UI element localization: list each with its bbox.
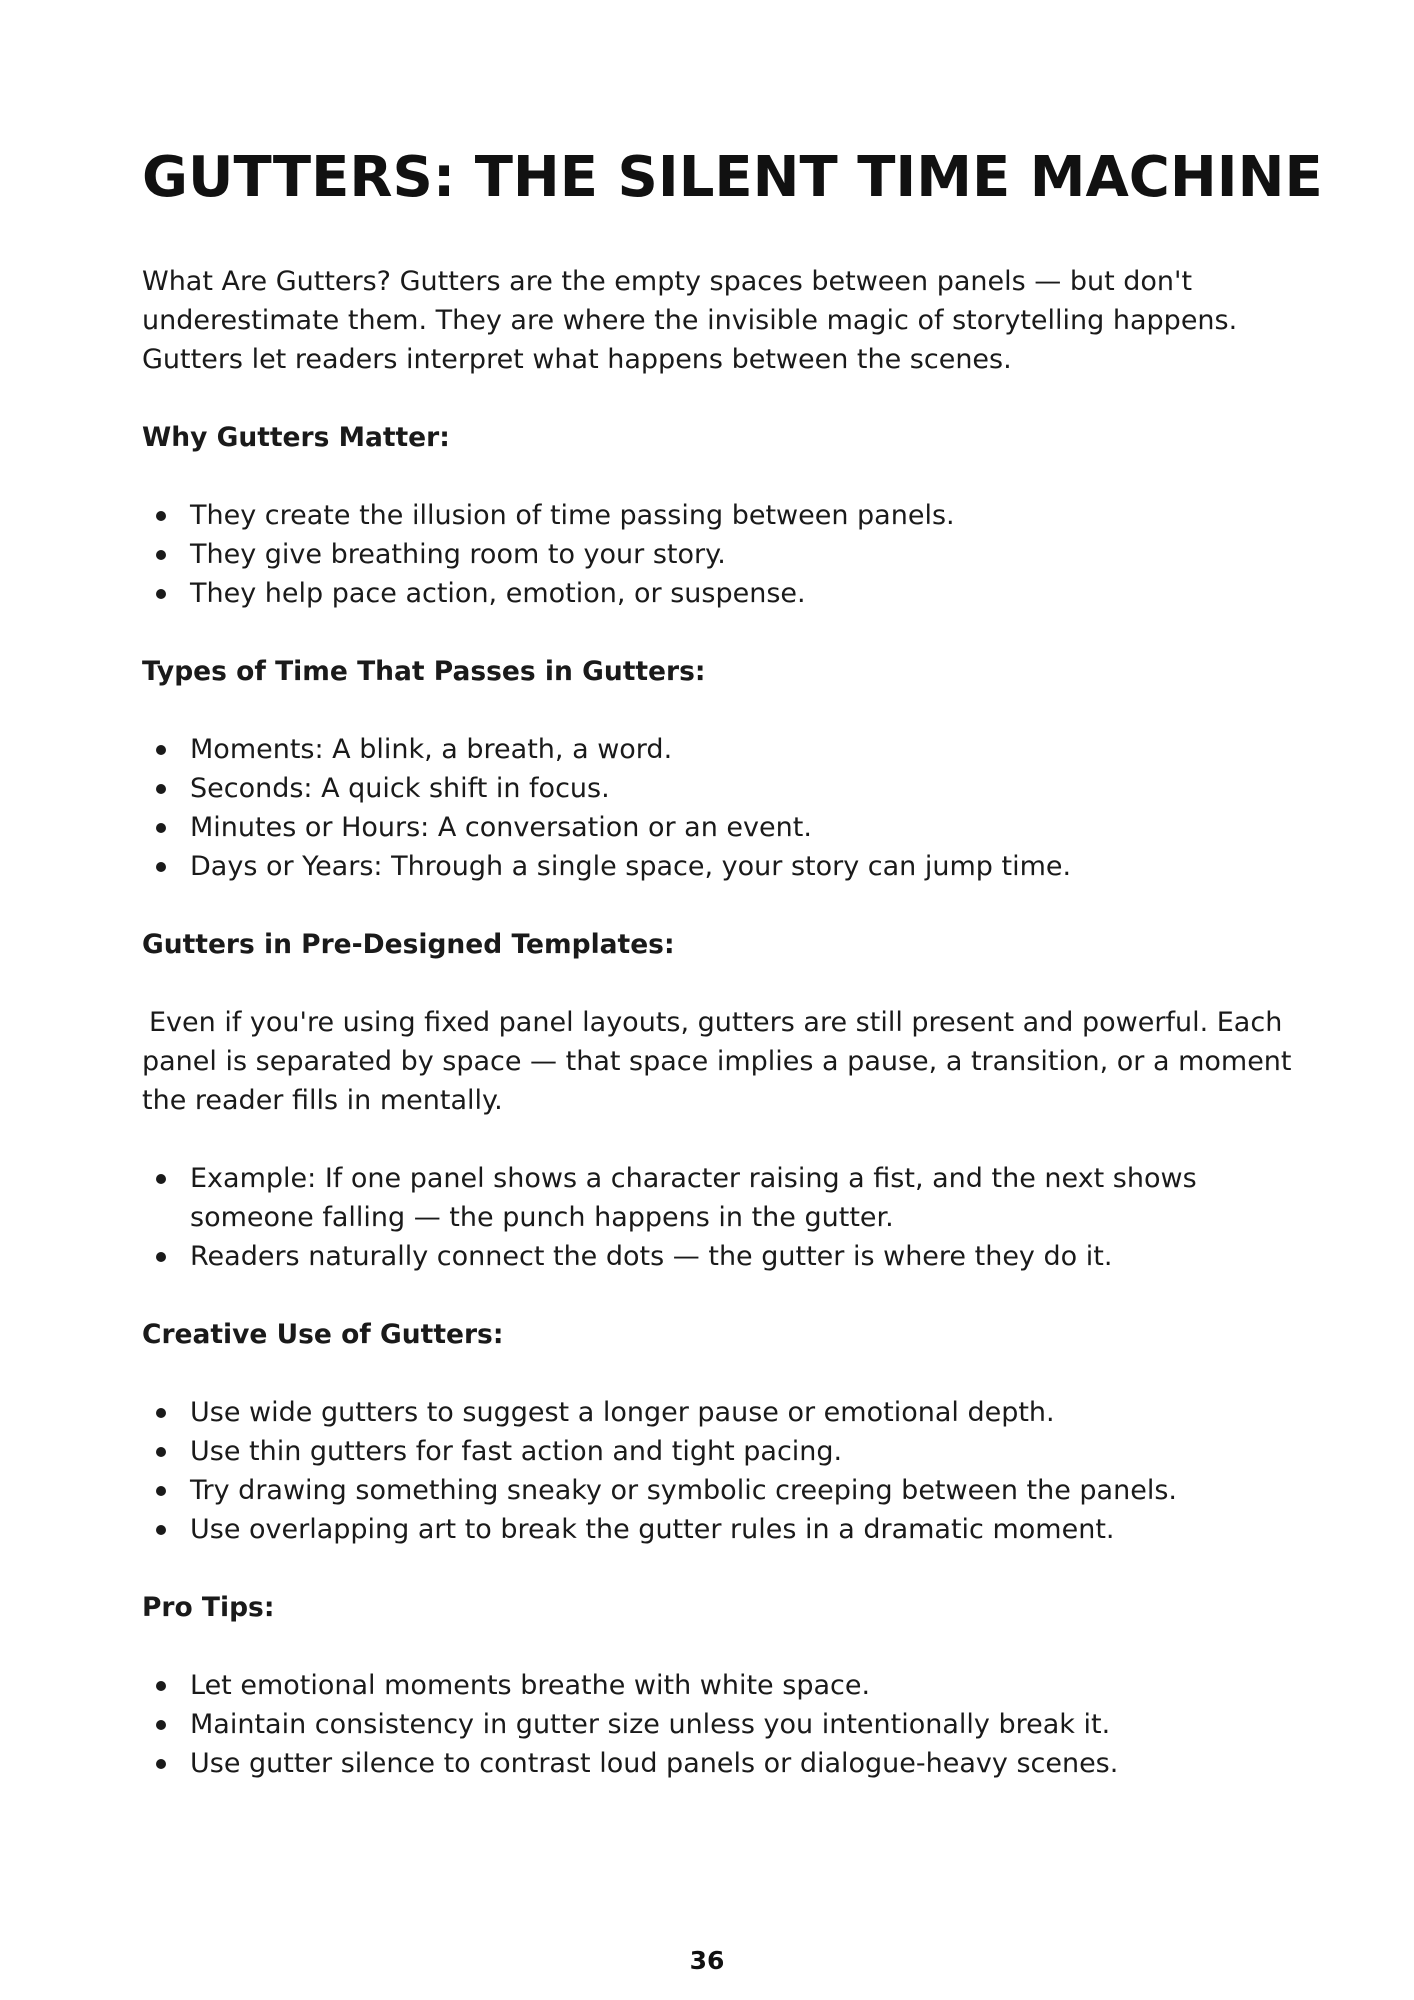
bullet-icon xyxy=(156,1252,166,1262)
list-item-text: Try drawing something sneaky or symbolic creeping between the panels. xyxy=(190,1475,1177,1506)
list-item xyxy=(190,1666,1292,1705)
templates-heading: Gutters in Pre-Designed Templates: xyxy=(142,929,675,960)
bullet-icon xyxy=(156,862,166,872)
page-number: 36 xyxy=(689,1946,725,1975)
list-item-text: Readers naturally connect the dots — the gutter is where they do it. xyxy=(190,1241,1113,1272)
bullet-icon xyxy=(156,1486,166,1496)
list-item-text: Days or Years: Through a single space, your story can jump time. xyxy=(190,851,1072,882)
why-list xyxy=(142,496,1292,613)
list-item xyxy=(190,1705,1292,1744)
types-heading: Types of Time That Passes in Gutters: xyxy=(142,656,706,687)
bullet-icon xyxy=(156,1720,166,1730)
list-item-text: They give breathing room to your story. xyxy=(190,539,726,570)
bullet-icon xyxy=(156,784,166,794)
bullet-icon xyxy=(156,1759,166,1769)
bullet-icon xyxy=(156,823,166,833)
list-item xyxy=(190,1471,1292,1510)
list-item-text: They help pace action, emotion, or suspense. xyxy=(190,578,806,609)
list-item xyxy=(190,808,1292,847)
bullet-icon xyxy=(156,511,166,521)
bullet-icon xyxy=(156,1174,166,1184)
tips-list xyxy=(142,1666,1292,1783)
list-item-text: Moments: A blink, a breath, a word. xyxy=(190,734,673,765)
list-item xyxy=(190,1744,1292,1783)
list-item xyxy=(190,1432,1292,1471)
types-list xyxy=(142,730,1292,886)
bullet-icon xyxy=(156,550,166,560)
page-title: GUTTERS: THE SILENT TIME MACHINE xyxy=(142,145,1323,210)
list-item xyxy=(190,1510,1292,1549)
bullet-icon xyxy=(156,1408,166,1418)
tips-heading: Pro Tips: xyxy=(142,1592,275,1623)
bullet-icon xyxy=(156,745,166,755)
list-item xyxy=(190,1237,1292,1276)
creative-heading: Creative Use of Gutters: xyxy=(142,1319,504,1350)
bullet-icon xyxy=(156,1681,166,1691)
list-item-text: Use gutter silence to contrast loud panels or dialogue-heavy scenes. xyxy=(190,1748,1119,1779)
list-item xyxy=(190,769,1292,808)
why-heading: Why Gutters Matter: xyxy=(142,422,450,453)
list-item xyxy=(190,574,1292,613)
list-item-text: Example: If one panel shows a character raising a fist, and the next shows someone falling — the punch happens in the gutter. xyxy=(190,1163,1197,1233)
list-item xyxy=(190,730,1292,769)
templates-list xyxy=(142,1159,1292,1276)
list-item-text: Maintain consistency in gutter size unless you intentionally break it. xyxy=(190,1709,1111,1740)
list-item-text: They create the illusion of time passing between panels. xyxy=(190,500,955,531)
intro-paragraph: What Are Gutters? Gutters are the empty spaces between panels — but don't underestimate them. They are where the invisible magic of storytelling happens. Gutters let readers interpret what happens between the scenes. xyxy=(142,266,1238,375)
templates-paragraph: Even if you're using fixed panel layouts, gutters are still present and powerful. Each panel is separated by space — that space implies a pause, a transition, or a moment the reader fills in mentally. xyxy=(142,1007,1292,1116)
list-item-text: Use overlapping art to break the gutter rules in a dramatic moment. xyxy=(190,1514,1115,1545)
page-content xyxy=(142,262,1292,1822)
bullet-icon xyxy=(156,1525,166,1535)
list-item xyxy=(190,1159,1292,1237)
bullet-icon xyxy=(156,1447,166,1457)
list-item-text: Use thin gutters for fast action and tight pacing. xyxy=(190,1436,843,1467)
list-item xyxy=(190,496,1292,535)
creative-list xyxy=(142,1393,1292,1549)
list-item xyxy=(190,847,1292,886)
list-item-text: Let emotional moments breathe with white space. xyxy=(190,1670,871,1701)
list-item xyxy=(190,535,1292,574)
list-item-text: Seconds: A quick shift in focus. xyxy=(190,773,610,804)
list-item-text: Minutes or Hours: A conversation or an event. xyxy=(190,812,812,843)
list-item xyxy=(190,1393,1292,1432)
bullet-icon xyxy=(156,589,166,599)
list-item-text: Use wide gutters to suggest a longer pause or emotional depth. xyxy=(190,1397,1055,1428)
